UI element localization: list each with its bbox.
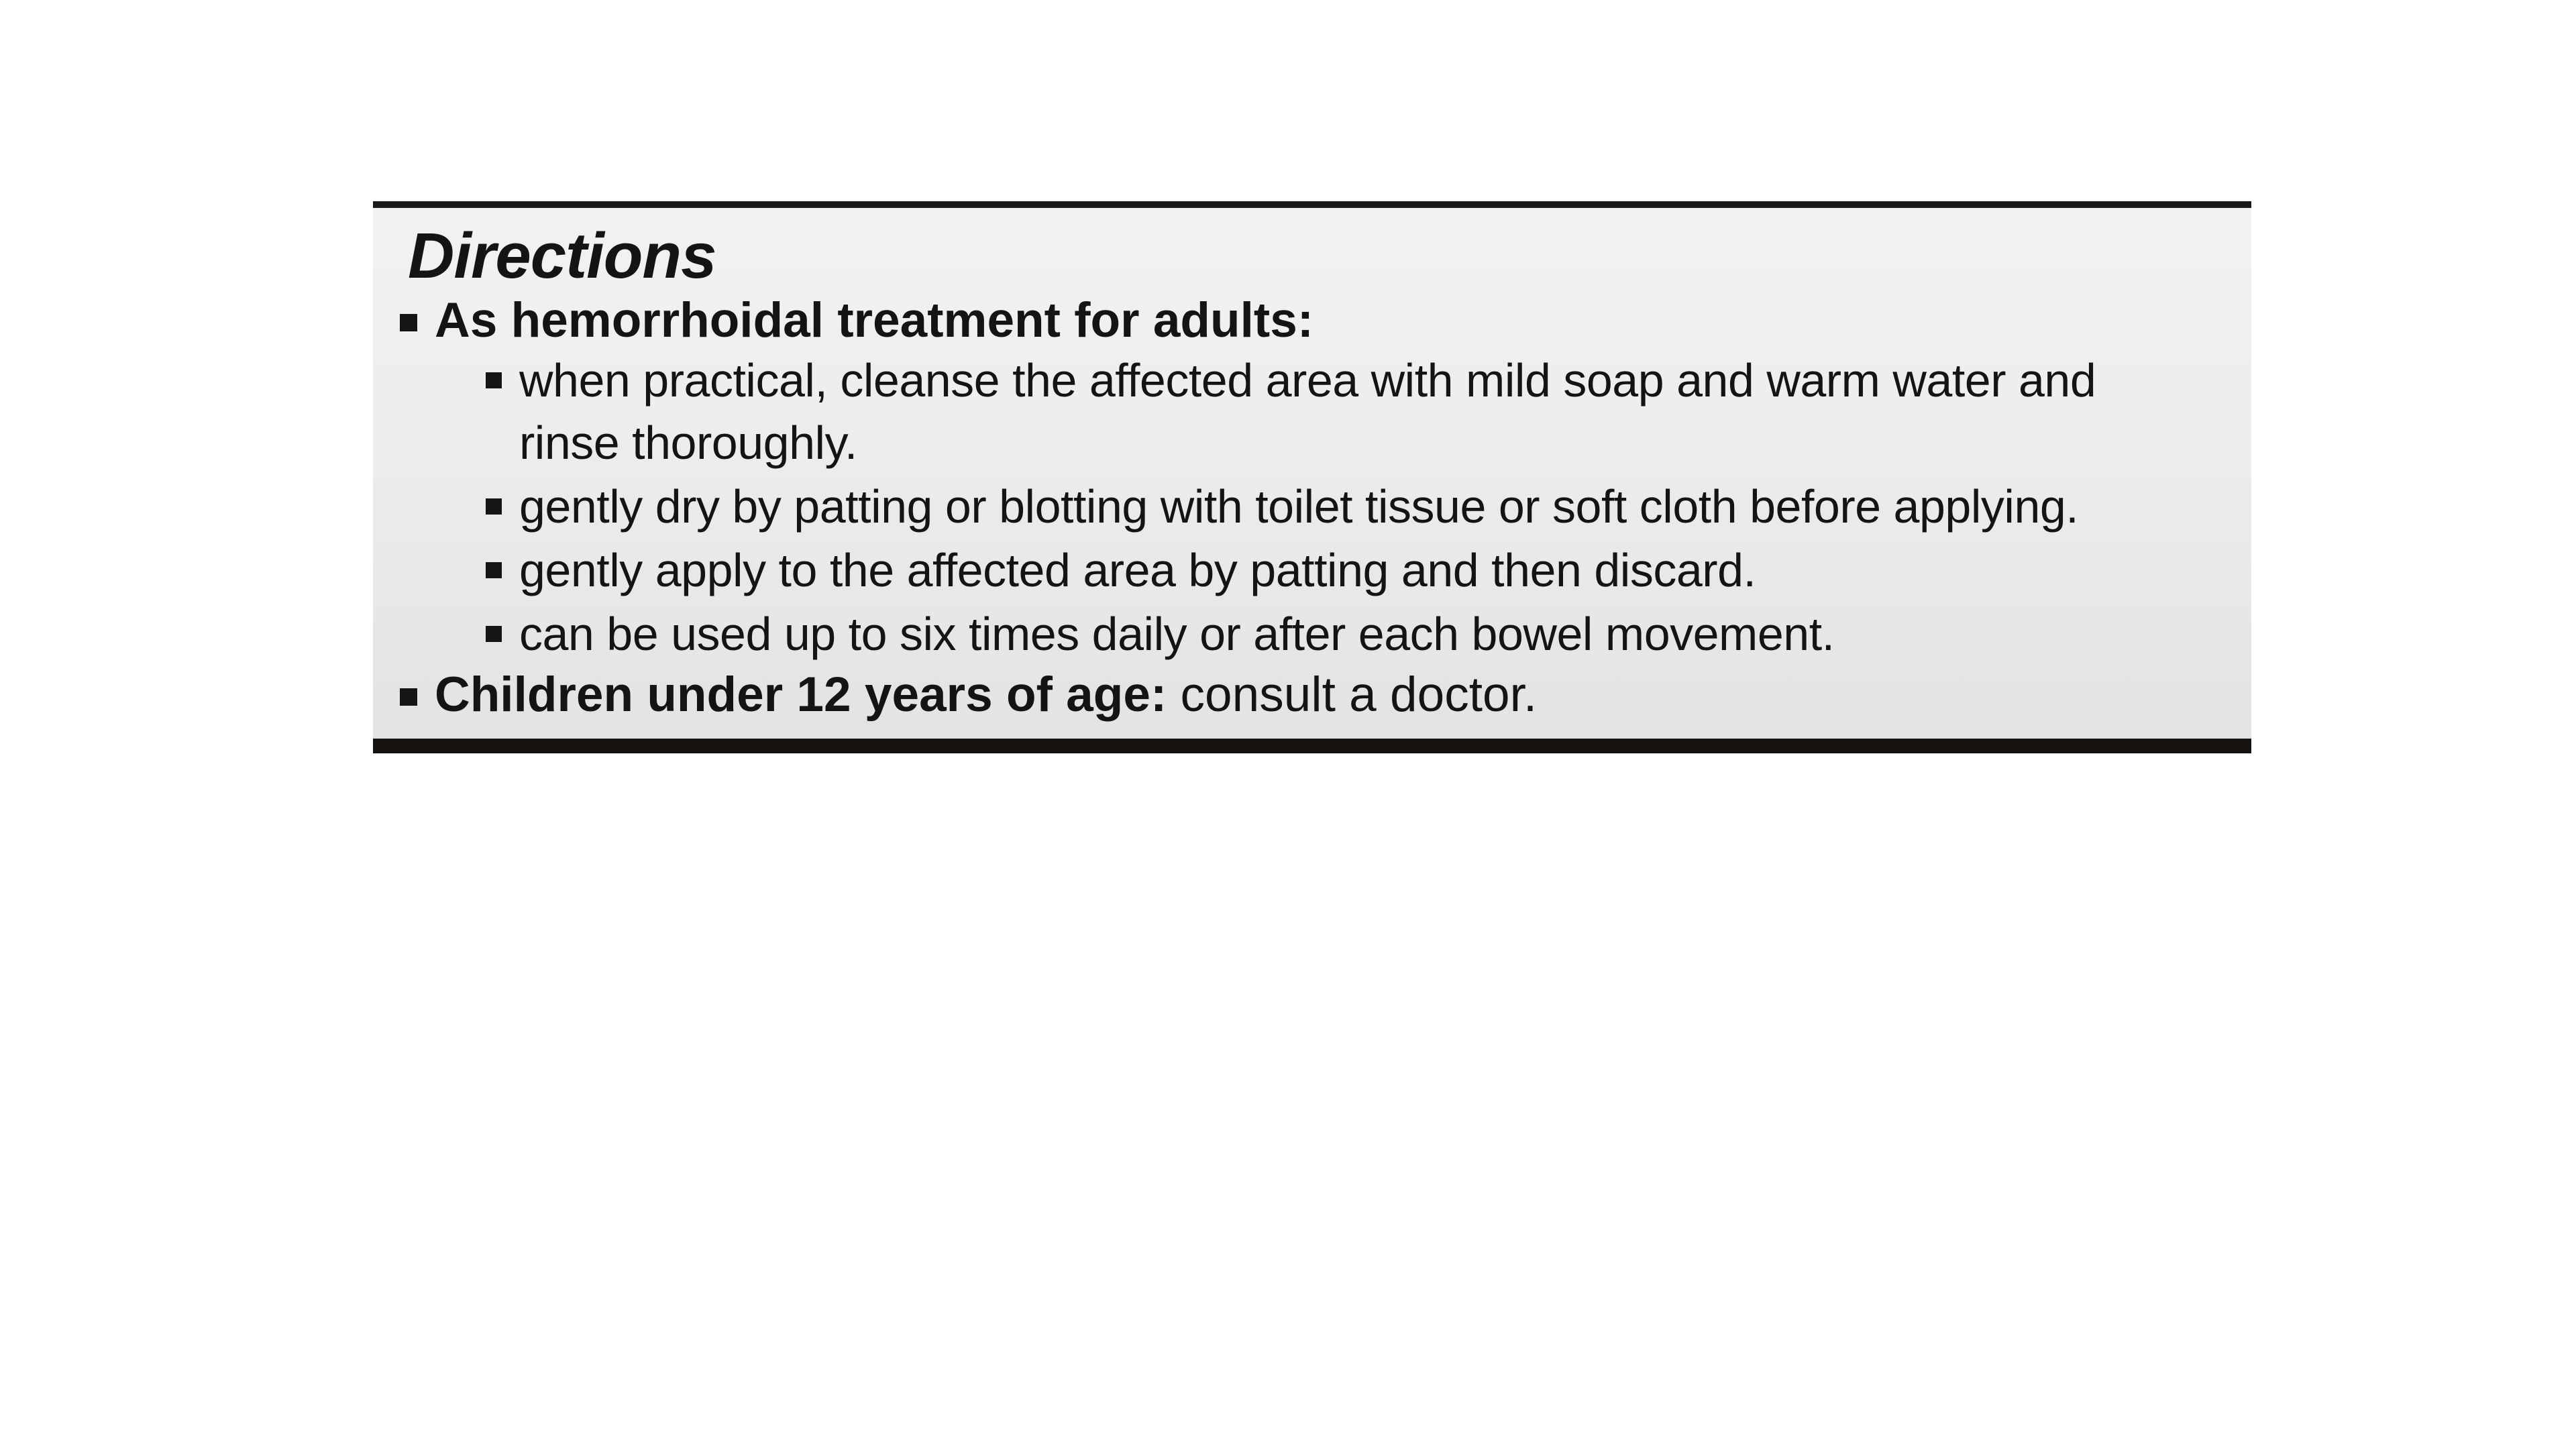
list-item xyxy=(486,603,2204,665)
square-bullet-icon xyxy=(486,626,502,642)
list-item-label-rest: consult a doctor. xyxy=(1167,667,1538,722)
list-item-label: can be used up to six times daily or after each bowel movement. xyxy=(519,608,1835,661)
list-item-label-emphasis: Children under 12 years of age: xyxy=(435,667,1167,722)
list-item xyxy=(400,667,2204,724)
list-item xyxy=(400,292,2204,665)
list-item-label: As hemorrhoidal treatment for adults: xyxy=(435,293,1314,347)
square-bullet-icon xyxy=(400,314,417,331)
square-bullet-icon xyxy=(400,688,417,706)
list-item xyxy=(486,539,2204,602)
directions-panel xyxy=(373,201,2251,753)
square-bullet-icon xyxy=(486,498,502,515)
list-item-label: when practical, cleanse the affected area with mild soap and warm water and rinse thoroughly. xyxy=(519,354,2096,469)
square-bullet-icon xyxy=(486,562,502,578)
list-item xyxy=(486,476,2204,538)
list-item-label xyxy=(435,667,2204,724)
list-item-label: gently dry by patting or blotting with toilet tissue or soft cloth before applying. xyxy=(519,480,2079,533)
panel-top-rule xyxy=(373,201,2251,208)
list-item-label: gently apply to the affected area by patting and then discard. xyxy=(519,543,1756,596)
directions-list xyxy=(400,292,2204,724)
directions-sublist xyxy=(486,350,2204,665)
panel-content xyxy=(373,208,2251,729)
list-item xyxy=(486,350,2204,474)
panel-bottom-rule xyxy=(373,739,2251,753)
page-title: Directions xyxy=(408,220,716,292)
square-bullet-icon xyxy=(486,372,502,388)
